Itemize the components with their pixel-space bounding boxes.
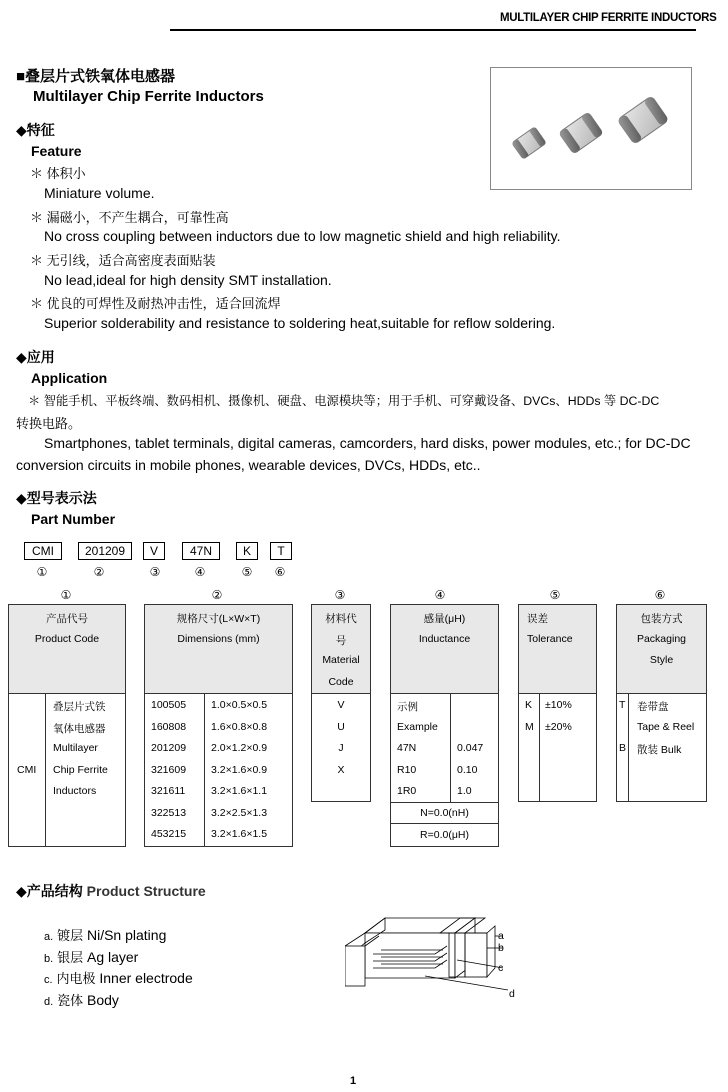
part-number-heading-en: Part Number bbox=[31, 511, 116, 527]
table-marker: ③ bbox=[334, 588, 346, 602]
divider bbox=[312, 693, 370, 694]
dim-size: 2.0×1.2×0.9 bbox=[211, 742, 268, 754]
structure-item bbox=[44, 925, 166, 944]
table-head-en: Product Code bbox=[34, 633, 100, 645]
part-code-box: 201209 bbox=[78, 542, 132, 560]
feature-item-en: No lead,ideal for high density SMT installation. bbox=[44, 272, 332, 288]
part-marker: ② bbox=[93, 565, 105, 579]
tol-value: ±20% bbox=[545, 721, 572, 733]
inductance-table bbox=[390, 604, 499, 847]
table-marker: ④ bbox=[434, 588, 446, 602]
tol-code: M bbox=[525, 721, 534, 733]
table-head: Code bbox=[328, 676, 354, 688]
structure-cn: 银层 bbox=[57, 950, 84, 965]
application-en-line: Smartphones, tablet terminals, digital cameras, camcorders, hard disks, power modules, etc.; for DC-DC bbox=[44, 435, 691, 451]
part-marker: ⑤ bbox=[241, 565, 253, 579]
table-head-cn: 规格尺寸(L×W×T) bbox=[176, 613, 261, 625]
material-code: U bbox=[337, 721, 345, 733]
table-head-en: Inductance bbox=[418, 633, 471, 645]
dim-code: 321609 bbox=[151, 764, 187, 776]
tol-code: K bbox=[525, 699, 533, 711]
part-marker: ④ bbox=[194, 565, 206, 579]
dim-code: 100505 bbox=[151, 699, 187, 711]
application-heading-cn: ◆应用 bbox=[16, 349, 55, 365]
part-marker: ⑥ bbox=[274, 565, 286, 579]
product-desc: Chip Ferrite bbox=[53, 764, 108, 776]
structure-heading bbox=[16, 881, 206, 901]
diagram-label-b: b bbox=[498, 942, 504, 954]
divider bbox=[450, 693, 451, 802]
material-table bbox=[311, 604, 371, 802]
part-code-box: V bbox=[143, 542, 165, 560]
table-marker: ② bbox=[211, 588, 223, 602]
diagram-label-c: c bbox=[498, 962, 504, 974]
ind-code: 47N bbox=[397, 742, 417, 754]
divider bbox=[204, 693, 205, 846]
dim-size: 1.6×0.8×0.8 bbox=[211, 721, 268, 733]
table-head-cn: 感量(μH) bbox=[423, 613, 466, 625]
table-head-en: Dimensions (mm) bbox=[177, 633, 260, 645]
product-desc: Multilayer bbox=[53, 742, 98, 754]
table-head: 包装方式 bbox=[640, 613, 683, 625]
divider bbox=[519, 693, 596, 694]
structure-en: Ag layer bbox=[86, 949, 139, 965]
tolerance-table bbox=[518, 604, 597, 802]
structure-cn: 镀层 bbox=[57, 928, 84, 943]
product-desc: Inductors bbox=[53, 785, 97, 797]
material-code: X bbox=[337, 764, 345, 776]
ind-code: R10 bbox=[397, 764, 417, 776]
example-en: Example bbox=[397, 721, 438, 733]
pkg-desc: 卷带盘 bbox=[637, 701, 669, 713]
title-cn: ■叠层片式铁氧体电感器 bbox=[16, 68, 176, 85]
dim-size: 1.0×0.5×0.5 bbox=[211, 699, 268, 711]
feature-item-en: No cross coupling between inductors due to low magnetic shield and high reliability. bbox=[44, 228, 561, 244]
structure-diagram bbox=[345, 908, 525, 1004]
part-code-box: 47N bbox=[182, 542, 220, 560]
diagram-label-d: d bbox=[509, 988, 515, 1000]
table-head: Material bbox=[322, 654, 360, 666]
structure-heading-en: Product Structure bbox=[86, 883, 206, 899]
structure-key: d. bbox=[44, 996, 54, 1008]
divider bbox=[145, 693, 292, 694]
table-head: 号 bbox=[335, 635, 347, 647]
product-desc: 叠层片式铁 bbox=[53, 701, 106, 713]
table-head-en: Tolerance bbox=[527, 633, 573, 645]
feature-heading-cn: ◆特征 bbox=[16, 122, 55, 138]
part-code-box: K bbox=[236, 542, 258, 560]
dim-code: 321611 bbox=[151, 785, 186, 797]
application-en-line: conversion circuits in mobile phones, wearable devices, DVCs, HDDs, etc.. bbox=[16, 457, 481, 473]
dim-code: 201209 bbox=[151, 742, 187, 754]
pkg-desc: 散装 Bulk bbox=[637, 744, 682, 756]
material-code: V bbox=[337, 699, 345, 711]
table-marker: ⑤ bbox=[549, 588, 561, 602]
structure-item bbox=[44, 947, 138, 966]
table-head: Style bbox=[649, 654, 674, 666]
diagram-label-a: a bbox=[498, 930, 504, 942]
table-head: 材料代 bbox=[325, 613, 357, 625]
product-code: CMI bbox=[17, 764, 37, 776]
product-photo bbox=[490, 67, 692, 190]
packaging-table bbox=[616, 604, 707, 802]
dim-size: 3.2×2.5×1.3 bbox=[211, 807, 268, 819]
part-code-box: CMI bbox=[24, 542, 62, 560]
dim-code: 322513 bbox=[151, 807, 187, 819]
dimensions-table bbox=[144, 604, 293, 847]
pkg-code: T bbox=[619, 699, 626, 711]
feature-item-en: Miniature volume. bbox=[44, 185, 155, 201]
pkg-code: B bbox=[619, 742, 627, 754]
divider bbox=[9, 693, 125, 694]
feature-heading-en: Feature bbox=[31, 143, 82, 159]
structure-cn: 内电极 bbox=[56, 971, 96, 986]
example-cn: 示例 bbox=[397, 701, 418, 713]
application-heading-en: Application bbox=[31, 370, 108, 386]
structure-item bbox=[44, 990, 119, 1009]
divider bbox=[391, 693, 498, 694]
table-marker: ① bbox=[60, 588, 72, 602]
table-marker: ⑥ bbox=[654, 588, 666, 602]
dim-size: 3.2×1.6×0.9 bbox=[211, 764, 268, 776]
feature-item-cn: ＊ 优良的可焊性及耐热冲击性，适合回流焊 bbox=[30, 296, 281, 311]
ind-note: N=0.0(nH) bbox=[420, 807, 469, 819]
dim-size: 3.2×1.6×1.5 bbox=[211, 828, 268, 840]
header-title: MULTILAYER CHIP FERRITE INDUCTORS bbox=[500, 12, 717, 24]
divider bbox=[391, 823, 498, 824]
dim-size: 3.2×1.6×1.1 bbox=[211, 785, 268, 797]
structure-en: Body bbox=[86, 992, 119, 1008]
divider bbox=[45, 693, 46, 846]
feature-item-cn: ＊ 无引线，适合高密度表面贴装 bbox=[30, 253, 216, 268]
pkg-desc: Tape & Reel bbox=[637, 721, 695, 733]
feature-item-en: Superior solderability and resistance to soldering heat,suitable for reflow soldering. bbox=[44, 315, 556, 331]
chip-inductors-image bbox=[491, 68, 691, 189]
part-marker: ③ bbox=[149, 565, 161, 579]
title-en: Multilayer Chip Ferrite Inductors bbox=[33, 88, 264, 105]
ind-value: 0.10 bbox=[457, 764, 478, 776]
dim-code: 160808 bbox=[151, 721, 187, 733]
header-rule bbox=[170, 29, 696, 31]
part-number-heading-cn: ◆型号表示法 bbox=[16, 490, 97, 506]
page-number: 1 bbox=[350, 1075, 357, 1087]
structure-en: Inner electrode bbox=[99, 970, 193, 986]
table-head-cn: 误差 bbox=[527, 613, 548, 625]
part-marker: ① bbox=[36, 565, 48, 579]
tol-value: ±10% bbox=[545, 699, 572, 711]
structure-cn: 瓷体 bbox=[57, 993, 84, 1008]
product-code-table bbox=[8, 604, 126, 847]
divider bbox=[617, 693, 706, 694]
divider bbox=[391, 802, 498, 803]
ind-value: 0.047 bbox=[457, 742, 484, 754]
material-code: J bbox=[338, 742, 344, 754]
structure-key: c. bbox=[44, 974, 53, 986]
part-code-box: T bbox=[270, 542, 292, 560]
application-cn-line: 转换电路。 bbox=[16, 416, 82, 431]
divider bbox=[539, 693, 540, 801]
table-head-cn: 产品代号 bbox=[46, 613, 88, 625]
product-desc: 氧体电感器 bbox=[53, 723, 106, 735]
structure-heading-cn: ◆产品结构 bbox=[16, 883, 83, 899]
structure-key: a. bbox=[44, 931, 54, 943]
ind-value: 1.0 bbox=[457, 785, 472, 797]
feature-item-cn: ＊ 漏磁小，不产生耦合，可靠性高 bbox=[30, 210, 229, 225]
ind-code: 1R0 bbox=[397, 785, 417, 797]
inductor-cross-section bbox=[345, 908, 525, 1004]
divider bbox=[628, 693, 629, 801]
dim-code: 453215 bbox=[151, 828, 187, 840]
application-cn-line: ＊ 智能手机、平板终端、数码相机、摄像机、硬盘、电源模块等；用于手机、可穿戴设备、DVCs、HDDs 等 DC-DC bbox=[28, 394, 660, 408]
table-head: Packaging bbox=[636, 633, 687, 645]
structure-item bbox=[44, 968, 193, 987]
structure-key: b. bbox=[44, 953, 54, 965]
structure-en: Ni/Sn plating bbox=[86, 927, 167, 943]
ind-note: R=0.0(μH) bbox=[420, 829, 469, 841]
feature-item-cn: ＊ 体积小 bbox=[30, 166, 86, 181]
